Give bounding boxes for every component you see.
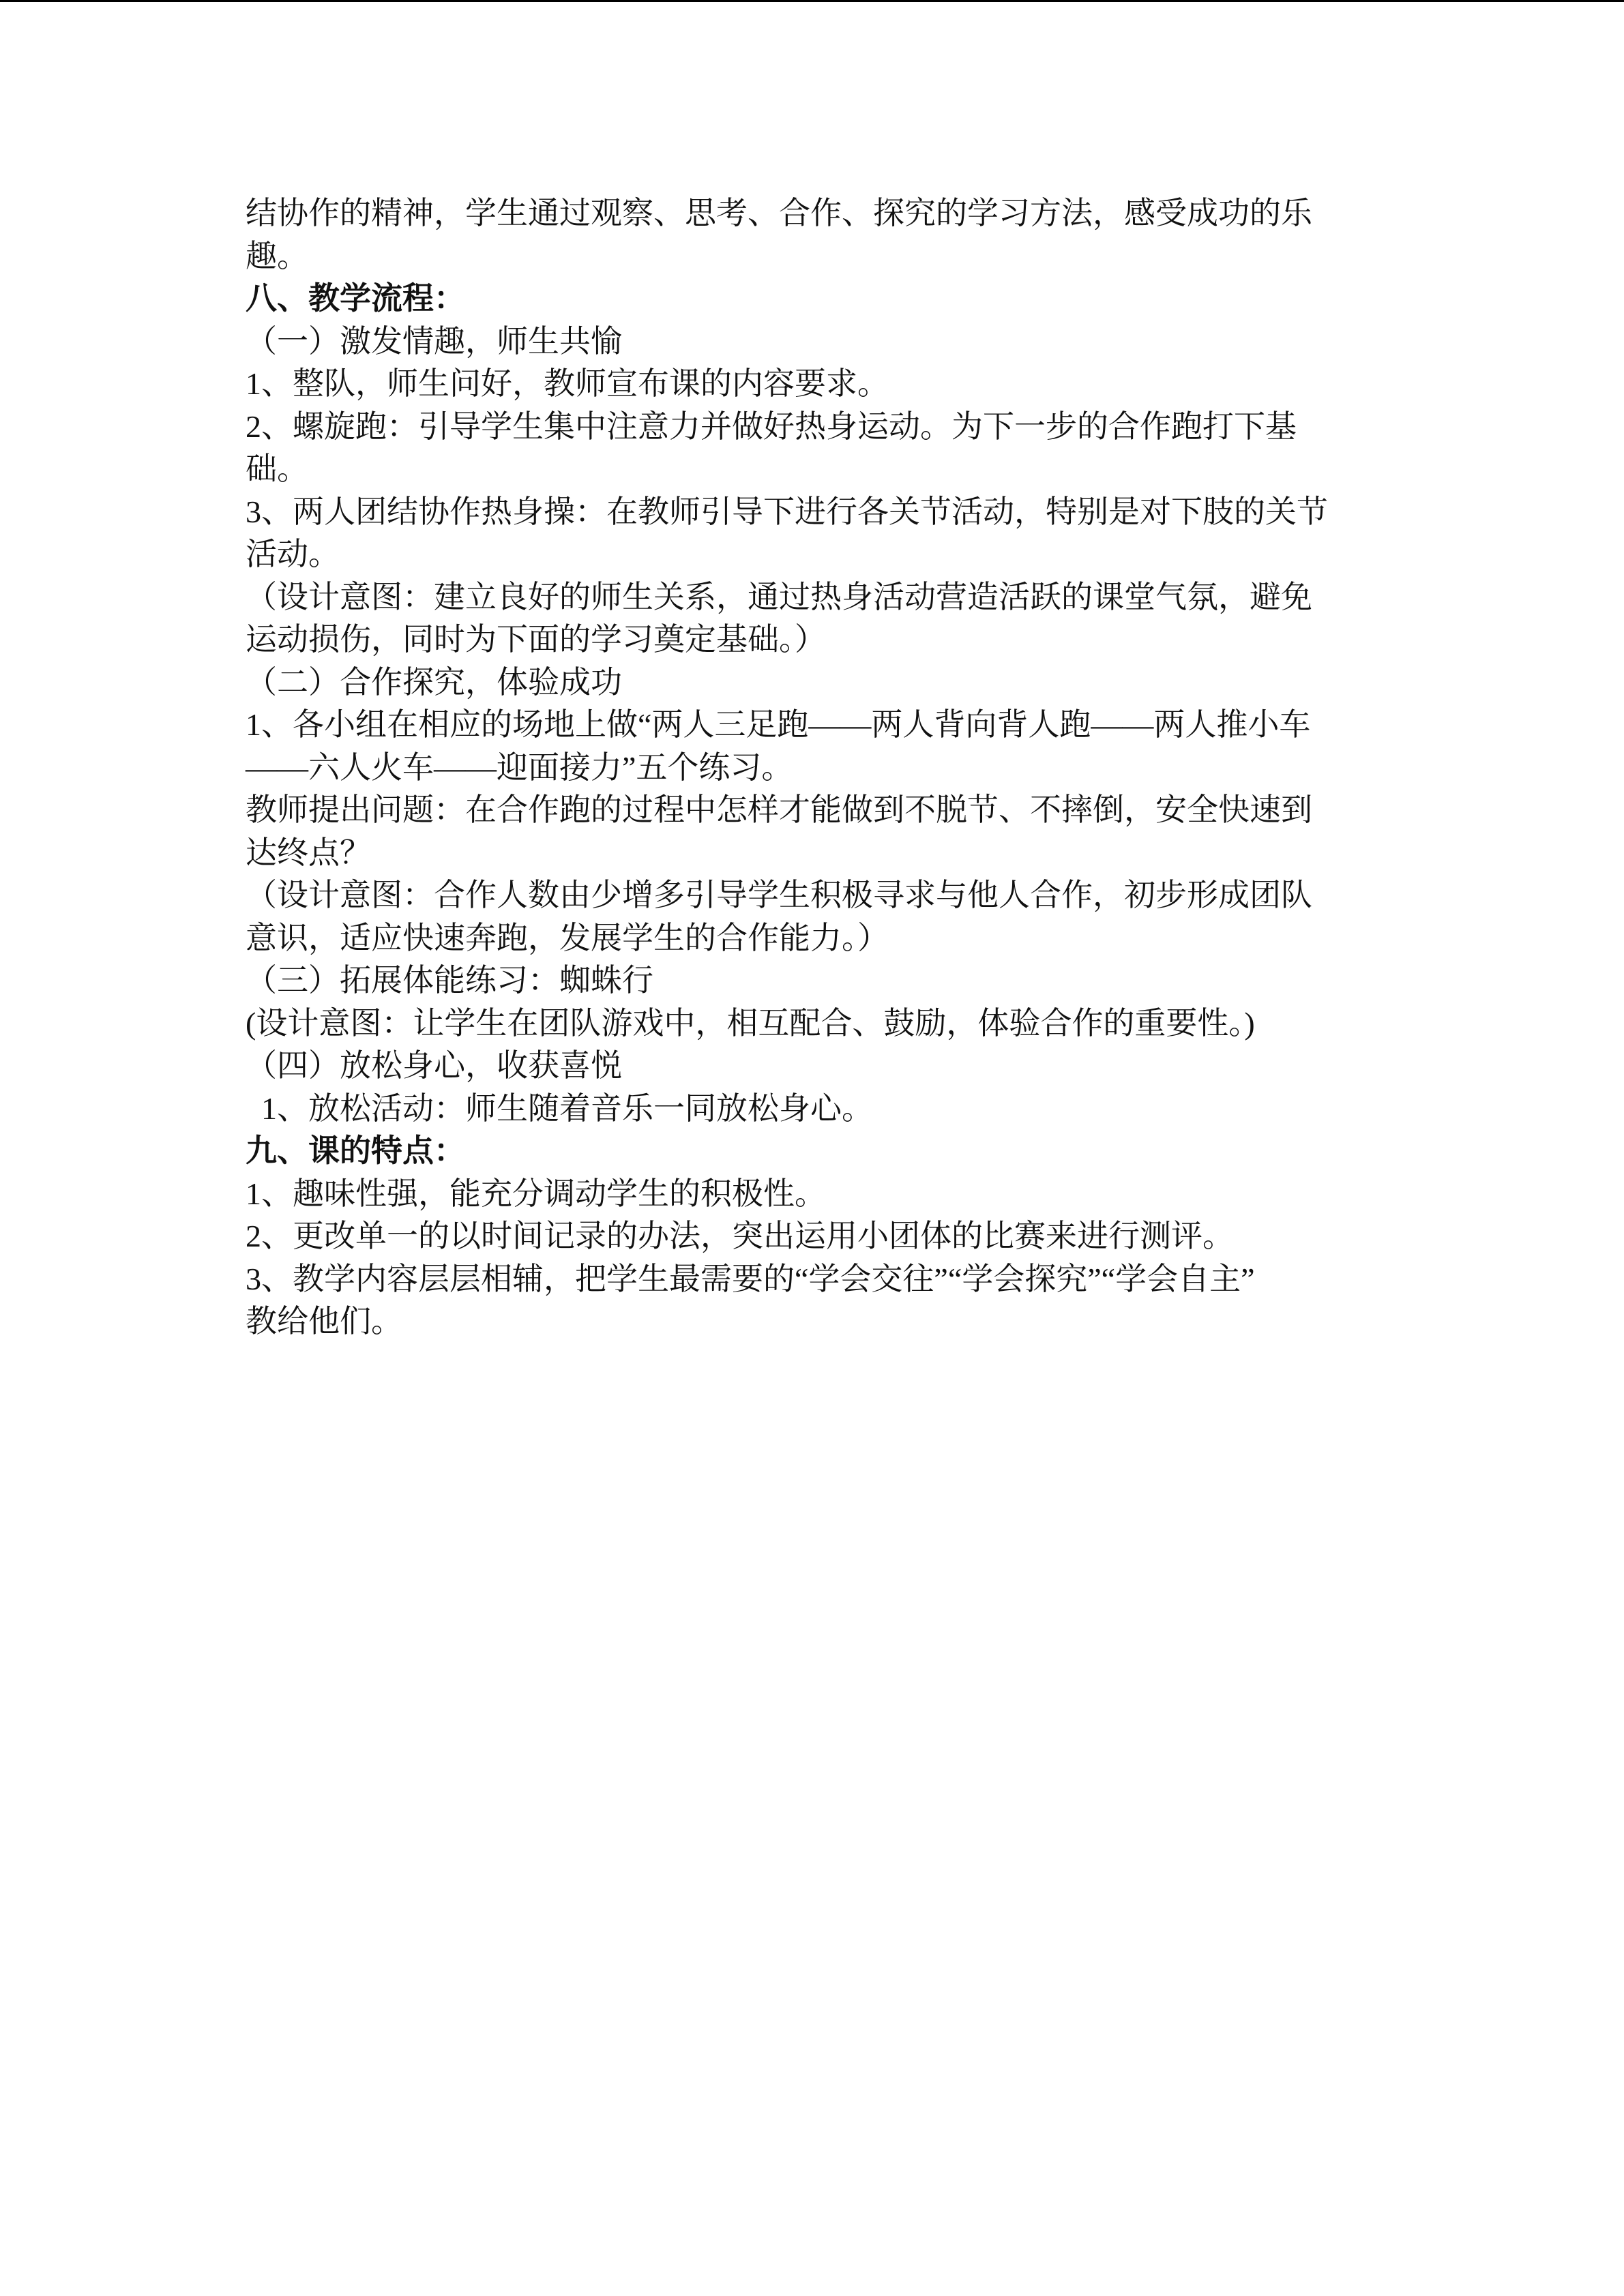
- list-item-continuation: 础。: [246, 451, 308, 486]
- page-top-border: [0, 0, 1624, 2]
- list-item: 3、教学内容层层相辅，把学生最需要的“学会交往”“学会探究”“学会自主”: [246, 1261, 1255, 1296]
- text-line: 结协作的精神，学生通过观察、思考、合作、探究的学习方法，感受成功的乐: [246, 196, 1312, 230]
- list-item: 1、趣味性强，能充分调动学生的积极性。: [246, 1176, 826, 1211]
- design-intent-note: （设计意图：建立良好的师生关系，通过热身活动营造活跃的课堂气氛，避免: [246, 579, 1312, 614]
- list-item: 3、两人团结协作热身操：在教师引导下进行各关节活动，特别是对下肢的关节: [246, 494, 1328, 529]
- subsection-heading: （三）拓展体能练习：蜘蛛行: [246, 963, 653, 998]
- list-item: 1、放松活动：师生随着音乐一同放松身心。: [246, 1090, 873, 1126]
- list-item: 2、更改单一的以时间记录的办法，突出运用小团体的比赛来进行测评。: [246, 1219, 1234, 1253]
- subsection-heading: （四）放松身心，收获喜悦: [246, 1048, 622, 1083]
- teacher-question: 教师提出问题：在合作跑的过程中怎样才能做到不脱节、不摔倒，安全快速到: [246, 792, 1312, 827]
- design-intent-note-continuation: 意识，适应快速奔跑，发展学生的合作能力。）: [246, 920, 889, 955]
- design-intent-note: (设计意图：让学生在团队游戏中，相互配合、鼓励，体验合作的重要性。): [246, 1005, 1255, 1041]
- subsection-heading: （二）合作探究，体验成功: [246, 664, 622, 700]
- design-intent-note: （设计意图：合作人数由少增多引导学生积极寻求与他人合作，初步形成团队: [246, 878, 1312, 912]
- list-item-continuation: 活动。: [246, 537, 340, 571]
- list-item: 1、整队，师生问好，教师宣布课的内容要求。: [246, 366, 889, 401]
- document-body: [246, 192, 1378, 1343]
- subsection-heading: （一）激发情趣，师生共愉: [246, 323, 622, 359]
- teacher-question-continuation: 达终点？: [246, 835, 371, 870]
- design-intent-note-continuation: 运动损伤，同时为下面的学习奠定基础。）: [246, 622, 826, 657]
- section-heading: 八、教学流程：: [246, 281, 465, 316]
- list-item-continuation: ——六人火车——迎面接力”五个练习。: [246, 749, 793, 785]
- list-item: 1、各小组在相应的场地上做“两人三足跑——两人背向背人跑——两人推小车: [246, 707, 1311, 742]
- text-line: 趣。: [246, 238, 308, 273]
- section-heading: 九、课的特点：: [246, 1133, 465, 1168]
- list-item: 2、螺旋跑：引导学生集中注意力并做好热身运动。为下一步的合作跑打下基: [246, 408, 1297, 444]
- list-item-continuation: 教给他们。: [246, 1304, 402, 1339]
